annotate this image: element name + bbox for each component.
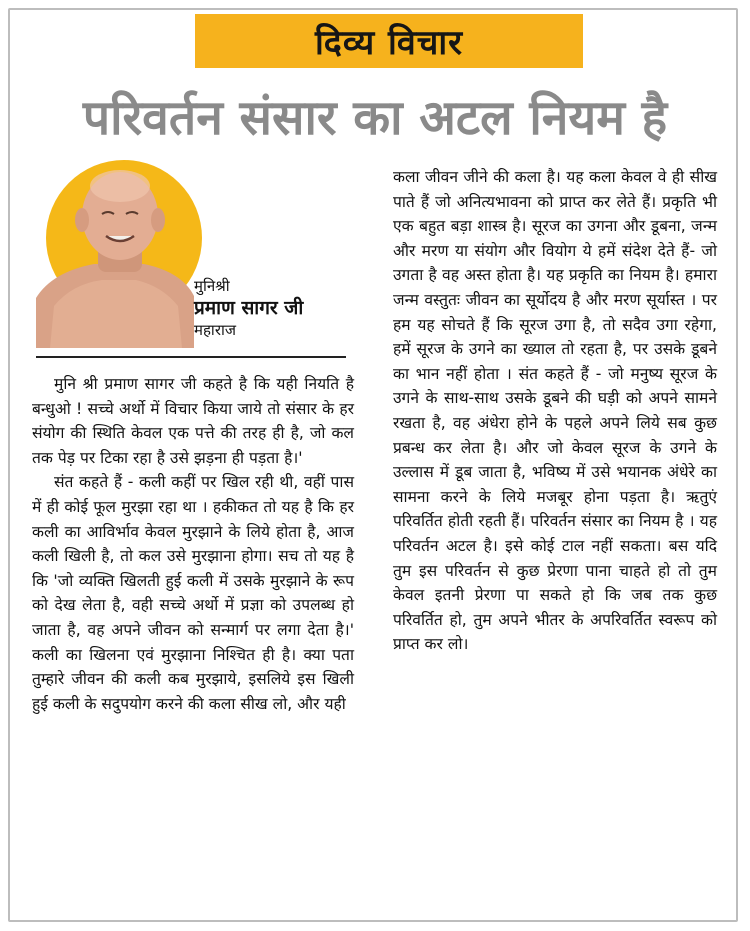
paragraph: संत कहते हैं - कली कहीं पर खिल रही थी, वहीं पास में ही कोई फूल मुरझा रहा था । हकीकत तो यह है कि हर कली का आविर्भाव केवल मुरझाने के लिये होता है, आज कली खिली है, तो कल उसे मुरझाना होगा। सच तो यह है कि 'जो व्यक्ति खिलती हुई कली में उसके मुरझाने के रूप को देख लेता है, वही सच्चे अर्थो में प्रज्ञा को उपलब्ध हो जाता है, वह अपने जीवन को सन्मार्ग पर लगा देता है।' कली का खिलना एवं मुरझाना निश्चित ही है। क्या पता तुम्हारे जीवन की कली कब मुरझाये, इसलिये इस खिली हुई कली के सदुपयोग करने की कला सीख लो, और यही: [32, 473, 354, 713]
author-photo: [32, 160, 202, 348]
article-column-right: [393, 165, 717, 657]
author-name: प्रमाण सागर जी: [194, 297, 304, 319]
paragraph: कला जीवन जीने की कला है। यह कला केवल वे ही सीख पाते हैं जो अनित्यभावना को प्राप्त कर लेते हैं। प्रकृति भी एक बहुत बड़ा शास्त्र है। सूरज का उगना और डूबना, जन्म और मरण या संयोग और वियोग ये हमें संदेश देते हैं- जो उगता है वह अस्त होता है। यह प्रकृति का नियम है। हमारा जन्म वस्तुतः जीवन का सूर्योदय है और मरण सूर्यास्त । पर हम यह सोचते हैं कि सूरज उगा है, तो सदैव उगा रहेगा, हमें सूरज के उगने का ख्याल तो रहता है, पर उसके डूबने का भान नहीं होता । संत कहते हैं - जो मनुष्य सूरज के उगने के साथ-साथ उसके डूबने की घड़ी को अपने सामने रखता है, वह अंधेरा होने के पहले अपने लिये सब कुछ प्रबन्ध कर लेता है। और जो केवल सूरज के उगने के उल्लास में डूब जाता है, भविष्य में उसे भयानक अंधेरे का सामना करने के लिये मजबूर होना पड़ता है। ऋतुएं परिवर्तित होती रहती हैं। परिवर्तन संसार का नियम है । यह परिवर्तन अटल है। इसे कोई टाल नहीं सकता। बस यदि तुम इस परिवर्तन से कुछ प्रेरणा पाना चाहते हो तो तुम केवल इतनी प्रेरणा पा सकते हो कि जब तक कुछ परिवर्तित हो, तुम अपने भीतर के अपरिवर्तित स्वरूप को प्राप्त कर लो।: [393, 168, 717, 654]
paragraph: मुनि श्री प्रमाण सागर जी कहते है कि यही नियति है बन्धुओ ! सच्चे अर्थो में विचार किया जाये तो संसार के हर संयोग की स्थिति केवल एक पत्ते की तरह ही है, जो कल तक पेड़ पर टिका रहा है उसे झड़ना ही पड़ता है।': [32, 375, 354, 467]
author-title: मुनिश्री: [194, 277, 230, 295]
author-portrait-icon: [32, 160, 202, 348]
author-byline: [194, 276, 303, 340]
byline-divider: [36, 356, 346, 358]
section-banner: [195, 14, 583, 68]
article-headline: परिवर्तन संसार का अटल नियम है: [82, 90, 668, 146]
section-title: दिव्य विचार: [314, 23, 464, 63]
author-suffix: महाराज: [194, 321, 236, 339]
article-column-left: [32, 372, 354, 716]
